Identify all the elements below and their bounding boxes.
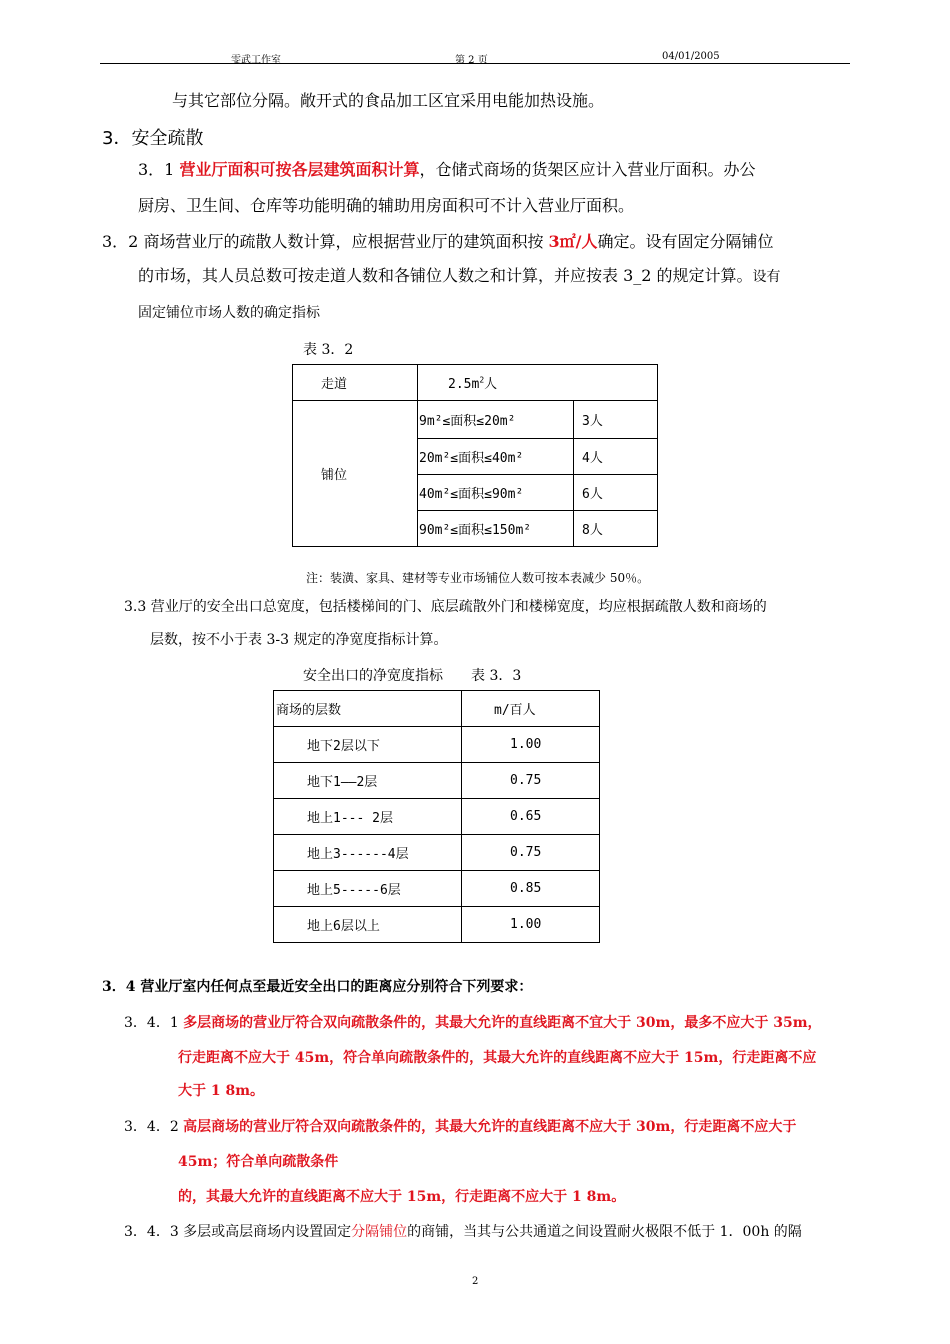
para-3-1-num: 3．1	[138, 160, 180, 179]
floor-cell: 地下2层以下	[274, 727, 462, 763]
para-3-4-3-line1	[124, 1221, 802, 1241]
corridor-label: 走道	[293, 365, 418, 401]
width-cell: 1.00	[462, 727, 600, 763]
para-3-4-3-a: 3．4．3 多层或高层商场内设置固定	[124, 1224, 352, 1240]
para-3-4-2-text: 高层商场的营业厅符合双向疏散条件的，其最大允许的直线距离不应大于 30m，行走距离不应大于	[183, 1119, 797, 1135]
header-rule	[100, 63, 850, 64]
para-3-2-line2-small: 设有	[752, 269, 781, 285]
corridor-value-sup: 2	[479, 375, 485, 385]
para-3-4-2-line2: 45m；符合单向疏散条件	[178, 1154, 339, 1170]
table-row	[274, 835, 600, 871]
floor-cell: 地下1——2层	[274, 763, 462, 799]
table-3-2-caption: 表 3．2	[303, 342, 354, 358]
section-heading: 3．安全疏散	[102, 128, 204, 149]
para-3-2-line2-main: 的市场，其人员总数可按走道人数和各铺位人数之和计算，并应按表 3_2 的规定计算。	[138, 266, 753, 285]
corridor-value-num: 2.5m	[448, 377, 480, 392]
stall-value: 8人	[574, 511, 658, 547]
width-cell: 0.75	[462, 835, 600, 871]
table-row	[274, 727, 600, 763]
table-row	[274, 763, 600, 799]
corridor-value-unit: 人	[484, 377, 498, 392]
table-3-2	[292, 364, 658, 547]
floor-cell: 地上6层以上	[274, 907, 462, 943]
page-number: 2	[472, 1276, 479, 1287]
para-3-4-title: 3．4 营业厅室内任何点至最近安全出口的距离应分别符合下列要求：	[102, 979, 533, 995]
para-3-2	[102, 232, 774, 252]
width-cell: 0.65	[462, 799, 600, 835]
para-3-4-3-b: 的商铺，当其与公共通道之间设置耐火极限不低于 1．00h 的隔	[407, 1224, 802, 1240]
floor-cell: 地上5-----6层	[274, 871, 462, 907]
para-3-1-rest: ，仓储式商场的货架区应计入营业厅面积。办公	[419, 160, 756, 179]
para-3-2-line3: 固定铺位市场人数的确定指标	[138, 305, 320, 321]
header-cell: 商场的层数	[274, 691, 462, 727]
width-cell: 0.75	[462, 763, 600, 799]
stall-value: 4人	[574, 439, 658, 475]
para-3-1	[138, 160, 755, 180]
para-3-1-line2: 厨房、卫生间、仓库等功能明确的辅助用房面积可不计入营业厅面积。	[138, 196, 635, 215]
para-3-4-3-highlight: 分隔铺位	[351, 1224, 408, 1240]
width-cell: 1.00	[462, 907, 600, 943]
table-row	[274, 799, 600, 835]
stall-range: 9m²≤面积≤20m²	[418, 401, 574, 439]
table-row	[274, 907, 600, 943]
table-row	[293, 365, 658, 401]
para-3-3-line1: 3.3 营业厅的安全出口总宽度，包括楼梯间的门、底层疏散外门和楼梯宽度，均应根据疏散人数和商场的	[124, 599, 767, 615]
para-3-4-2-line1	[124, 1116, 796, 1136]
para-3-2-highlight: 3㎡/人	[548, 232, 598, 251]
stall-value: 3人	[574, 401, 658, 439]
para-3-2-line2	[138, 266, 781, 287]
para-3-4-1-text: 多层商场的营业厅符合双向疏散条件的，其最大允许的直线距离不宜大于 30m，最多不应大于 35m，	[183, 1015, 822, 1031]
para-3-2-b: 确定。设有固定分隔铺位	[597, 232, 774, 251]
stall-value: 6人	[574, 475, 658, 511]
para-3-4-1-line2: 行走距离不应大于 45m，符合单向疏散条件的，其最大允许的直线距离不应大于 15m，行走距离不应	[178, 1050, 817, 1066]
para-3-4-1-num: 3．4．1	[124, 1015, 184, 1031]
para-3-4-1-line3: 大于 1 8m。	[178, 1083, 265, 1099]
table-3-3	[273, 690, 600, 943]
floor-cell: 地上3------4层	[274, 835, 462, 871]
para-3-2-a: 3．2 商场营业厅的疏散人数计算，应根据营业厅的建筑面积按	[102, 232, 549, 251]
stall-range: 20m²≤面积≤40m²	[418, 439, 574, 475]
table-row	[293, 401, 658, 439]
width-cell: 0.85	[462, 871, 600, 907]
header-center: 第 2 页	[455, 55, 488, 66]
header-right: 04/01/2005	[662, 51, 720, 62]
stall-label: 铺位	[293, 401, 418, 547]
corridor-value	[418, 365, 658, 401]
table-row	[274, 691, 600, 727]
stall-range: 40m²≤面积≤90m²	[418, 475, 574, 511]
para-3-3-line2: 层数，按不小于表 3-3 规定的净宽度指标计算。	[150, 632, 448, 648]
para-3-4-2-line3: 的，其最大允许的直线距离不应大于 15m，行走距离不应大于 1 8m。	[178, 1189, 626, 1205]
table-row	[274, 871, 600, 907]
para-3-4-2-num: 3．4．2	[124, 1119, 184, 1135]
header-cell: m/百人	[462, 691, 600, 727]
table-3-3-caption: 安全出口的净宽度指标 表 3．3	[303, 668, 522, 684]
line-continuation: 与其它部位分隔。敞开式的食品加工区宜采用电能加热设施。	[172, 91, 605, 110]
para-3-1-highlight: 营业厅面积可按各层建筑面积计算	[179, 160, 420, 179]
para-3-4-1-line1	[124, 1012, 822, 1032]
header-left: 雯武工作室	[231, 55, 281, 66]
floor-cell: 地上1--- 2层	[274, 799, 462, 835]
stall-range: 90m²≤面积≤150m²	[418, 511, 574, 547]
table-3-2-note: 注：装潢、家具、建材等专业市场铺位人数可按本表减少 50％。	[306, 571, 650, 585]
